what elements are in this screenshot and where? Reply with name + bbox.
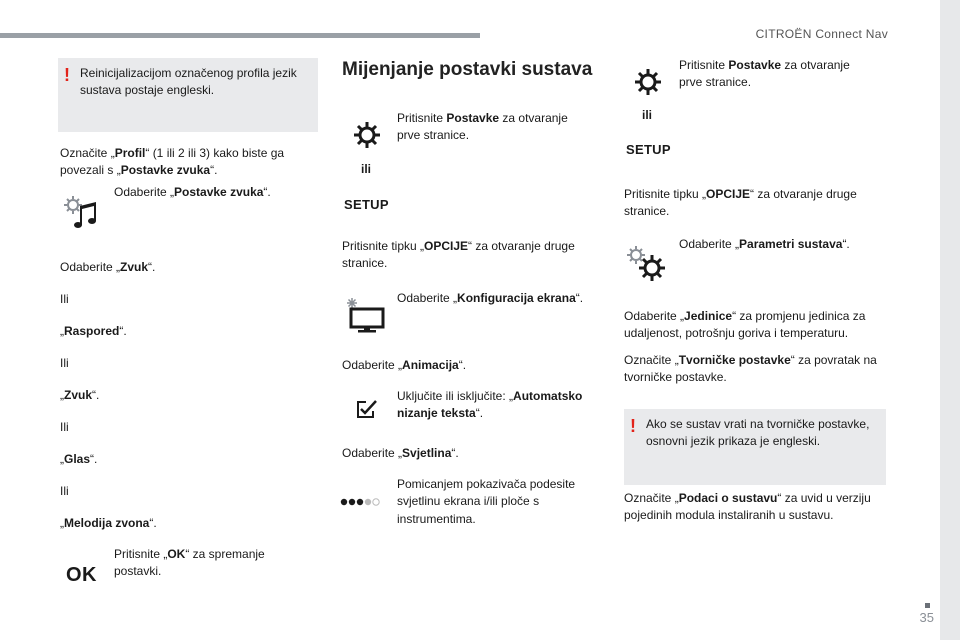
options-instruction: Pritisnite tipku „OPCIJE“ za otvaranje druge stranice. bbox=[342, 239, 575, 271]
or-text-3: Ili bbox=[60, 420, 69, 434]
press-settings-instruction-2: Pritisnite Postavke za otvaranje prve stranice. bbox=[679, 58, 850, 90]
screen-config-icon bbox=[344, 296, 386, 334]
or-text-1: Ili bbox=[60, 292, 69, 306]
or-text-2: Ili bbox=[60, 356, 69, 370]
option-raspored: „Raspored“. bbox=[60, 324, 127, 338]
or-label-2: ili bbox=[642, 108, 653, 122]
warning-icon-2: ! bbox=[630, 416, 636, 436]
brightness-slider-icon bbox=[340, 497, 380, 507]
checkbox-checked-icon bbox=[356, 399, 378, 419]
select-brightness: Odaberite „Svjetlina“. bbox=[342, 446, 459, 460]
units-instruction: Odaberite „Jedinice“ za promjenu jedinica za udaljenost, potrošnju goriva i temperaturu. bbox=[624, 309, 866, 341]
settings-gear-icon-2 bbox=[633, 67, 663, 97]
ok-button-label: OK bbox=[66, 564, 97, 586]
section-title: Mijenjanje postavki sustava bbox=[342, 59, 593, 80]
warning-text-2: Ako se sustav vrati na tvorničke postavke, osnovni jezik prikaza je engleski. bbox=[646, 417, 870, 449]
page-number: 35 bbox=[919, 610, 934, 626]
press-ok-instruction: Pritisnite „OK“ za spremanje postavki. bbox=[114, 547, 265, 579]
profile-instruction: Označite „Profil“ (1 ili 2 ili 3) kako biste ga povezali s „Postavke zvuka“. bbox=[60, 146, 285, 178]
top-rule bbox=[0, 33, 480, 38]
warning-text: Reinicijalizacijom označenog profila jezik sustava postaje engleski. bbox=[80, 66, 297, 98]
warning-icon: ! bbox=[64, 65, 70, 85]
options-instruction-2: Pritisnite tipku „OPCIJE“ za otvaranje druge stranice. bbox=[624, 187, 857, 219]
side-strip bbox=[940, 0, 960, 640]
auto-scroll-toggle-instruction: Uključite ili isključite: „Automatsko nizanje teksta“. bbox=[397, 389, 583, 421]
warning-box-profile bbox=[58, 58, 318, 132]
select-system-parameters: Odaberite „Parametri sustava“. bbox=[679, 237, 850, 251]
settings-gear-icon bbox=[352, 120, 382, 150]
factory-reset-instruction: Označite „Tvorničke postavke“ za povratak na tvorničke postavke. bbox=[624, 353, 877, 385]
option-zvuk: „Zvuk“. bbox=[60, 388, 100, 402]
page-header: CITROËN Connect Nav bbox=[755, 27, 888, 41]
warning-box-factory bbox=[624, 409, 886, 485]
or-text-4: Ili bbox=[60, 484, 69, 498]
sound-settings-icon bbox=[62, 194, 102, 230]
select-screen-config: Odaberite „Konfiguracija ekrana“. bbox=[397, 291, 584, 305]
system-info-instruction: Označite „Podaci o sustavu“ za uvid u verziju pojedinih modula instaliranih u sustavu. bbox=[624, 491, 871, 523]
option-glas: „Glas“. bbox=[60, 452, 98, 466]
system-parameters-icon bbox=[625, 244, 669, 284]
option-melodija: „Melodija zvona“. bbox=[60, 516, 157, 530]
setup-button-label-2: SETUP bbox=[626, 142, 671, 157]
setup-button-label: SETUP bbox=[344, 197, 389, 212]
brightness-adjust-instruction: Pomicanjem pokazivača podesite svjetlinu ekrana i/ili ploče s instrumentima. bbox=[397, 477, 576, 526]
select-zvuk: Odaberite „Zvuk“. bbox=[60, 260, 156, 274]
or-label: ili bbox=[361, 162, 372, 176]
page-bullet bbox=[925, 603, 930, 608]
select-animation: Odaberite „Animacija“. bbox=[342, 358, 467, 372]
press-settings-instruction: Pritisnite Postavke za otvaranje prve stranice. bbox=[397, 111, 568, 143]
select-sound-settings: Odaberite „Postavke zvuka“. bbox=[114, 185, 271, 199]
